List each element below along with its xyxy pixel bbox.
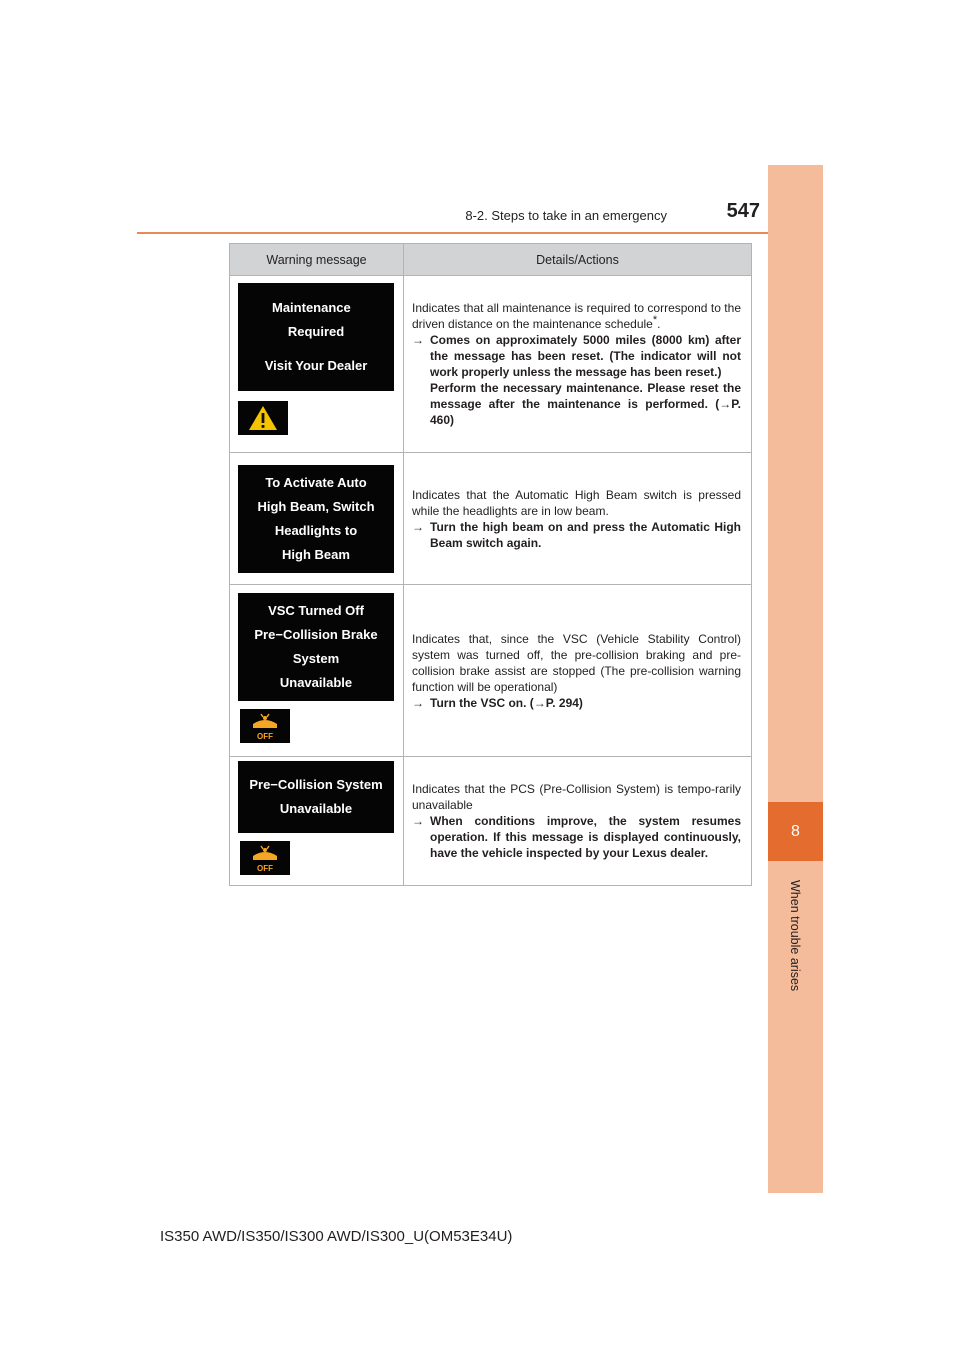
display-message-screen: [238, 283, 394, 391]
column-header-details: Details/Actions: [404, 244, 752, 276]
warning-message-table: [229, 243, 752, 886]
arrow-icon: →: [412, 695, 424, 710]
pcs-off-icon: [240, 841, 290, 875]
arrow-icon: →: [412, 519, 424, 534]
arrow-icon: →: [412, 333, 424, 347]
display-message-screen: [238, 593, 394, 701]
table-row: [230, 276, 752, 453]
footer-model-text: IS350 AWD/IS350/IS300 AWD/IS300_U(OM53E34U): [160, 1228, 513, 1245]
action-text: [412, 332, 741, 380]
screen-line: Required: [287, 324, 345, 339]
action-text: Perform the necessary maintenance. Please reset the message after the maintenance is performed. (→P. 460): [430, 381, 741, 427]
description-text-end: .: [657, 317, 661, 331]
action-text: [412, 519, 741, 551]
screen-line: Pre−Collision Brake: [254, 626, 378, 642]
pcs-off-label: OFF: [257, 864, 273, 873]
chapter-side-tab: [768, 165, 823, 1193]
message-cell: [230, 757, 404, 886]
screen-line: Pre−Collision System: [249, 777, 383, 792]
chapter-number-badge: 8: [768, 802, 823, 861]
description-text: Indicates that, since the VSC (Vehicle Stability Control) system was turned off, the pre-collision braking and pre-collision brake assist are stopped (The pre-collision warning function will be operational): [412, 631, 741, 694]
screen-line: VSC Turned Off: [268, 602, 364, 618]
action-text-body: Turn the VSC on. (→P. 294): [430, 695, 583, 710]
column-header-message: Warning message: [230, 244, 404, 276]
header-rule: [137, 232, 822, 234]
details-cell: [404, 276, 752, 453]
description-text-main: Indicates that all maintenance is required to correspond to the driven distance on the maintenance schedule: [412, 301, 741, 331]
display-message-screen: [238, 465, 394, 573]
table-header-row: [230, 244, 752, 276]
chapter-label: When trouble arises: [788, 880, 802, 992]
message-cell: [230, 453, 404, 585]
screen-line: Visit Your Dealer: [264, 358, 368, 373]
screen-line: Unavailable: [279, 674, 353, 690]
screen-line: Maintenance: [272, 300, 351, 315]
action-text-body: When conditions improve, the system resumes operation. If this message is displayed continuously, have the vehicle inspected by your Lexus dealer.: [430, 814, 741, 860]
page-number: 547: [726, 200, 760, 222]
display-message-screen: [238, 761, 394, 833]
footnote-mark: *: [652, 314, 658, 326]
action-text: [412, 695, 741, 711]
description-text: Indicates that the PCS (Pre-Collision System) is tempo-rarily unavailable: [412, 782, 741, 812]
message-cell: [230, 276, 404, 453]
screen-line: High Beam: [282, 546, 350, 562]
table-row: [230, 585, 752, 757]
pcs-off-label: OFF: [257, 731, 273, 741]
details-cell: [404, 757, 752, 886]
screen-line: High Beam, Switch: [257, 498, 375, 514]
table-row: [230, 453, 752, 585]
section-title: 8-2. Steps to take in an emergency: [465, 208, 667, 223]
message-cell: [230, 585, 404, 757]
table-row: [230, 757, 752, 886]
action-text: [412, 813, 741, 861]
screen-line: Unavailable: [279, 801, 353, 816]
details-cell: [404, 453, 752, 585]
pcs-off-icon: [240, 709, 290, 743]
description-text: [412, 300, 741, 332]
screen-line: [238, 344, 394, 354]
screen-line: Headlights to: [274, 522, 358, 538]
arrow-icon: →: [412, 814, 424, 828]
warning-triangle-icon: [238, 401, 288, 435]
action-text-body: Turn the high beam on and press the Automatic High Beam switch again.: [430, 519, 741, 550]
description-text: Indicates that the Automatic High Beam switch is pressed while the headlights are in low beam.: [412, 487, 741, 518]
screen-line: System: [292, 650, 340, 666]
screen-line: To Activate Auto: [265, 474, 367, 490]
action-text-body: Comes on approximately 5000 miles (8000 km) after the message has been reset. (The indicator will not work properly unless the message has been reset.): [430, 333, 741, 379]
details-cell: [404, 585, 752, 757]
